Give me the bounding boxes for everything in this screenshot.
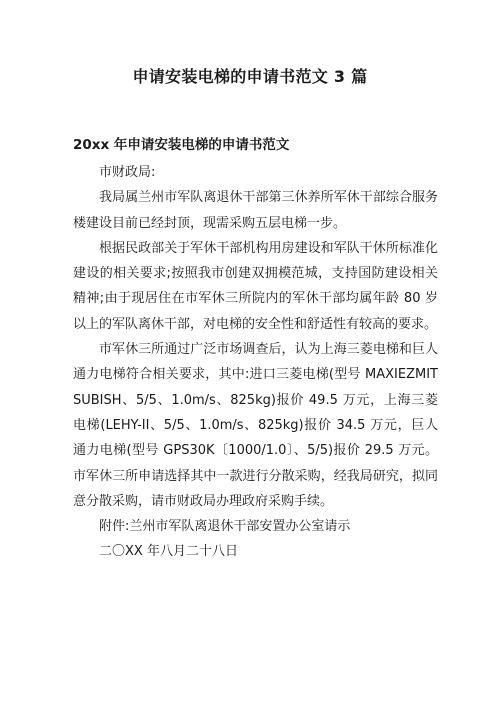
body-paragraph: 我局属兰州市军队离退休干部第三休养所军休干部综合服务楼建设目前已经封顶，现需采购五层电梯一步。 — [73, 190, 438, 231]
document-title: 申请安装电梯的申请书范文 3 篇 — [132, 67, 368, 86]
document-date: 二〇XX 年八月二十八日 — [99, 544, 238, 560]
body-paragraph: 根据民政部关于军休干部机构用房建设和军队干休所标准化建设的相关要求;按照我市创建双拥模范城，支持国防建设相关精神;由于现居住在市军休三所院内的军休干部均属年龄 80 岁以上的军队离休干部，对电梯的安全性和舒适性有较高的要求。 — [73, 240, 438, 332]
body-paragraph: 市军休三所通过广泛市场调查后，认为上海三菱电梯和巨人通力电梯符合相关要求，其中:进口三菱电梯(型号 MAXIEZMITSUBISH、5/5、1.0m/s、825kg)报价 49.5 万元，上海三菱电梯(LEHY-II、5/5、1.0m/s、825kg)报价 34.5 万元，巨人通力电梯(型号 GPS30K〔1000/1.0〕、5/5)报价 29.5 万元。市军休三所申请选择其中一款进行分散采购，经我局研究，拟同意分散采购，请市财政局办理政府采购手续。 — [73, 342, 438, 509]
document-body — [73, 160, 438, 565]
salutation: 市财政局: — [99, 165, 156, 180]
attachment-note: 附件:兰州市军队离退休干部安置办公室请示 — [99, 519, 351, 535]
section-title: 20xx 年申请安装电梯的申请书范文 — [73, 137, 290, 153]
